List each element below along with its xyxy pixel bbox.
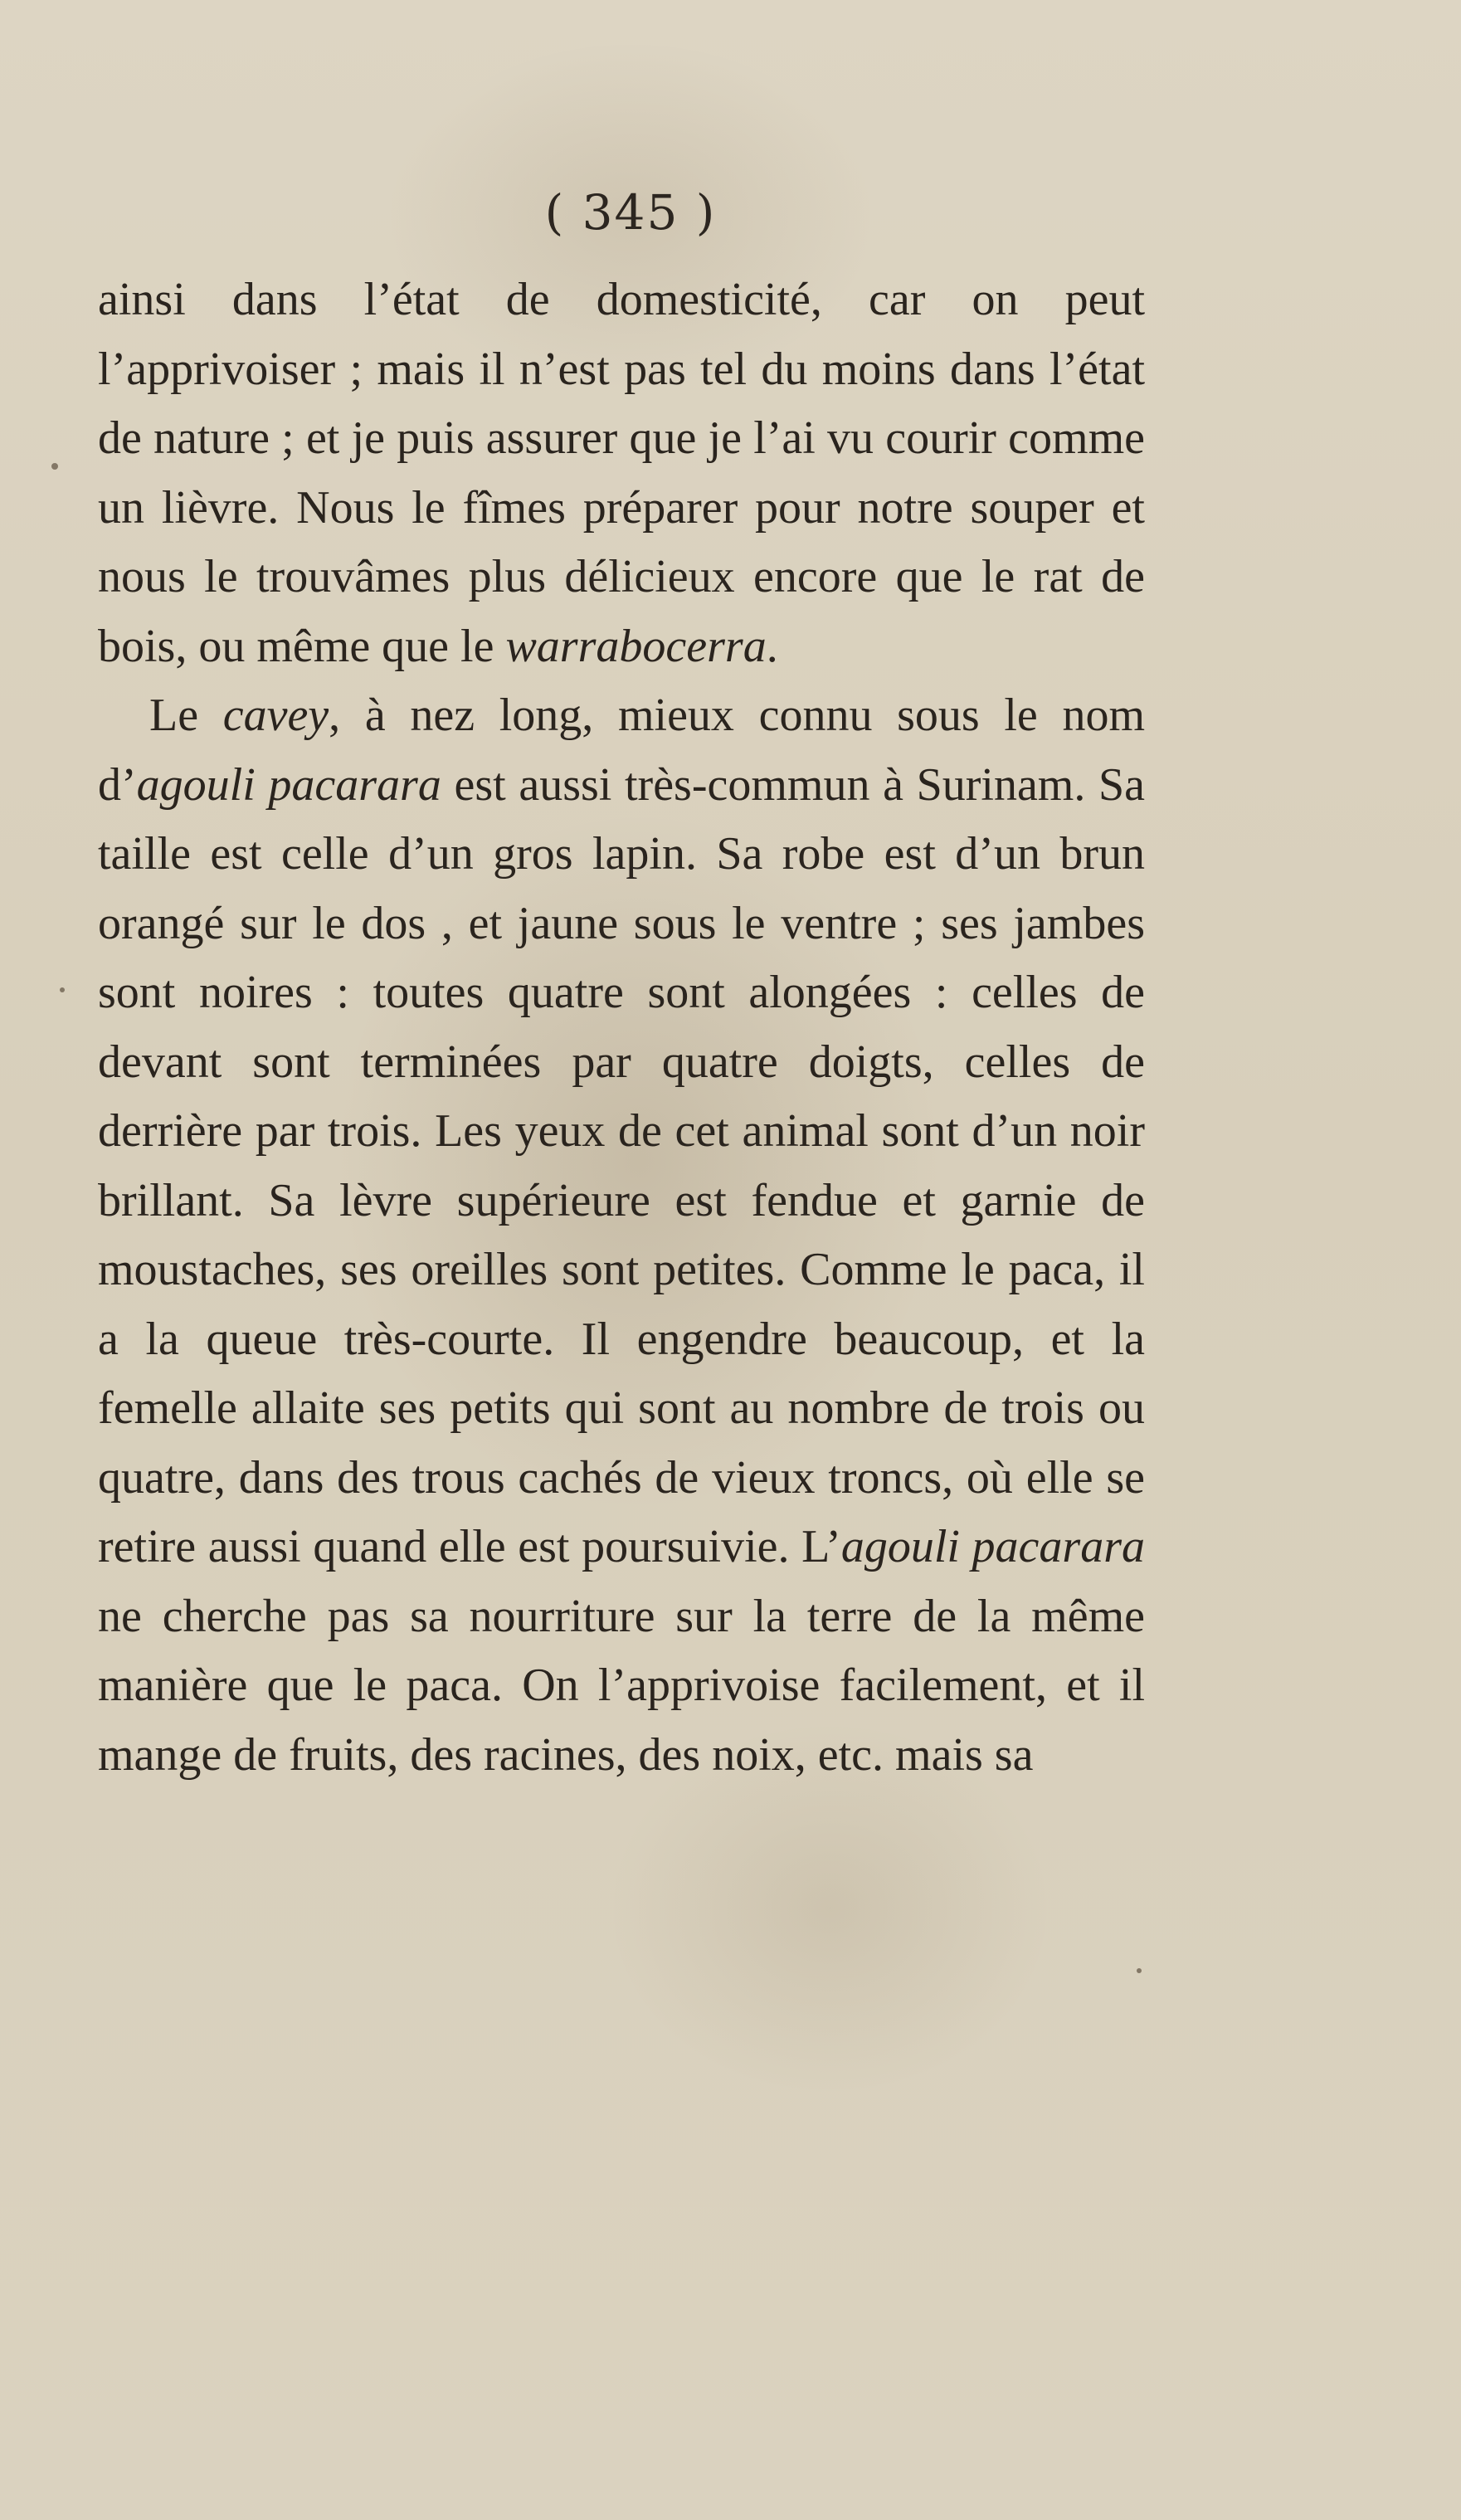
text-segment: . xyxy=(766,620,778,672)
ink-speck xyxy=(1137,1968,1142,1973)
italic-term: agouli pacarara xyxy=(136,758,441,811)
text-segment: Le xyxy=(149,690,223,741)
body-text xyxy=(98,266,1145,1790)
ink-speck xyxy=(60,987,65,992)
text-segment: ne cherche pas sa nourriture sur la terre de la même manière que le paca. On l’apprivoise facilement, et il mange de fruits, des racines, des noix, etc. mais sa xyxy=(98,1590,1145,1781)
paragraph-1 xyxy=(98,266,1145,681)
italic-term: cavey xyxy=(222,690,329,741)
paragraph-2 xyxy=(98,681,1145,1790)
italic-term: agouli pacarara xyxy=(840,1521,1145,1572)
text-segment: , à nez long, mieux connu sous le nom d’ xyxy=(98,690,1146,811)
text-segment: est aussi très-commun à Surinam. Sa taille est celle d’un gros lapin. Sa robe est d’un brun orangé sur le dos , et jaune sous le ventre ; ses jambes sont noires : toutes quatre sont alongées : celles de devant sont terminées par quatre doigts, celles de derrière par trois. Les yeux de cet animal sont d’un noir brillant. Sa lèvre supérieure est fendue et garnie de moustaches, ses oreilles sont petites. Comme le paca, il a la queue très-courte. Il engendre beaucoup, et la femelle allaite ses petits qui sont au nombre de trois ou quatre, dans des trous cachés de vieux troncs, où elle se retire aussi quand elle est poursuivie. L’ xyxy=(98,758,1145,1572)
italic-term: warrabocerra xyxy=(505,620,767,672)
page-number: ( 345 ) xyxy=(544,184,717,241)
text-segment: ainsi dans l’état de domesticité, car on peut l’apprivoiser ; mais il n’est pas tel du moins dans l’état de nature ; et je puis assurer que je l’ai vu courir comme un lièvre. Nous le fîmes préparer pour notre souper et nous le trouvâmes plus délicieux encore que le rat de bois, ou même que le xyxy=(98,274,1145,672)
ink-speck xyxy=(51,463,58,470)
